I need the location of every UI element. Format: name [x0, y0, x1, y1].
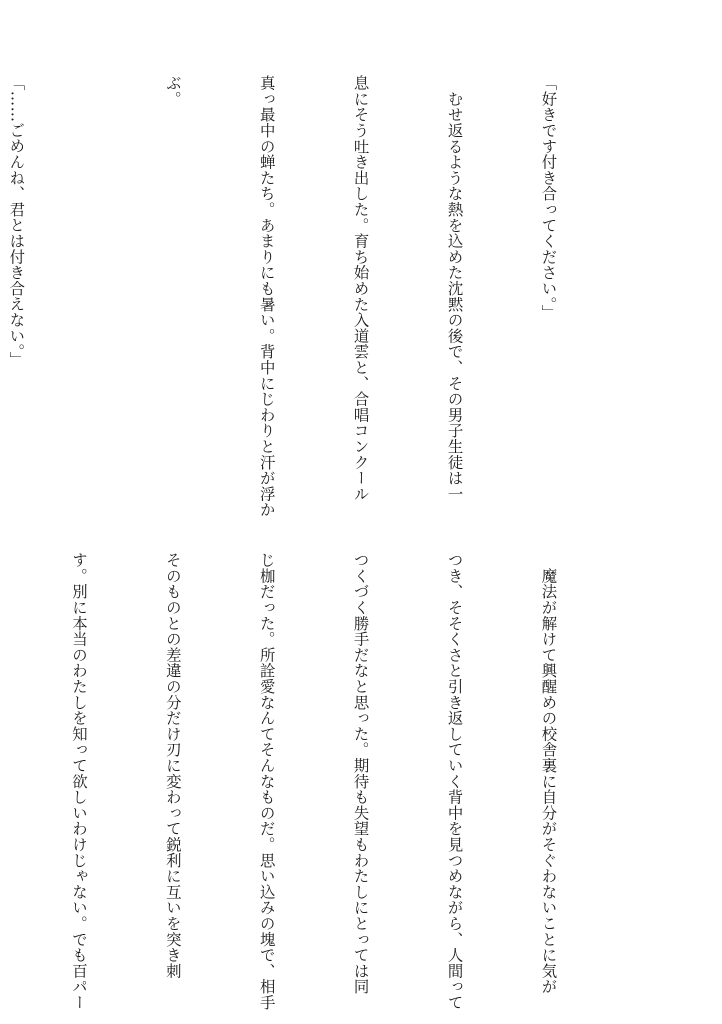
text-line: むせ返るような熱を込めた沈黙の後で、その男子生徒は一 — [445, 75, 464, 502]
text-line: そのものとの差違の分だけ刃に変わって鋭利に互いを突き刺 — [163, 552, 182, 979]
text-line: じ枷だった。所詮愛なんてそんなものだ。思い込みの塊で、相手 — [257, 552, 276, 1011]
text-line: 「好きです付き合ってください。」 — [539, 75, 558, 321]
text-line: ぶ。 — [163, 75, 182, 107]
text-line: つくづく勝手だなと思った。期待も失望もわたしにとっては同 — [351, 552, 370, 995]
text-line: 「……ごめんね、君とは付き合えない。」 — [7, 75, 26, 368]
text-line: す。別に本当のわたしを知って欲しいわけじゃない。でも百パー — [69, 552, 88, 1011]
text-line: 息にそう吐き出した。育ち始めた入道雲と、合唱コンクール — [351, 75, 370, 502]
text-line: 魔法が解けて興醒めの校舎裏に自分がそぐわないことに気が — [539, 552, 558, 995]
lower-text-block — [0, 552, 626, 1011]
text-line: つき、そそくさと引き返していく背中を見つめながら、人間って — [445, 552, 464, 1011]
text-line: 真っ最中の蝉たち。あまりにも暑い。背中にじわりと汗が浮か — [257, 75, 276, 518]
upper-text-block — [0, 75, 626, 518]
